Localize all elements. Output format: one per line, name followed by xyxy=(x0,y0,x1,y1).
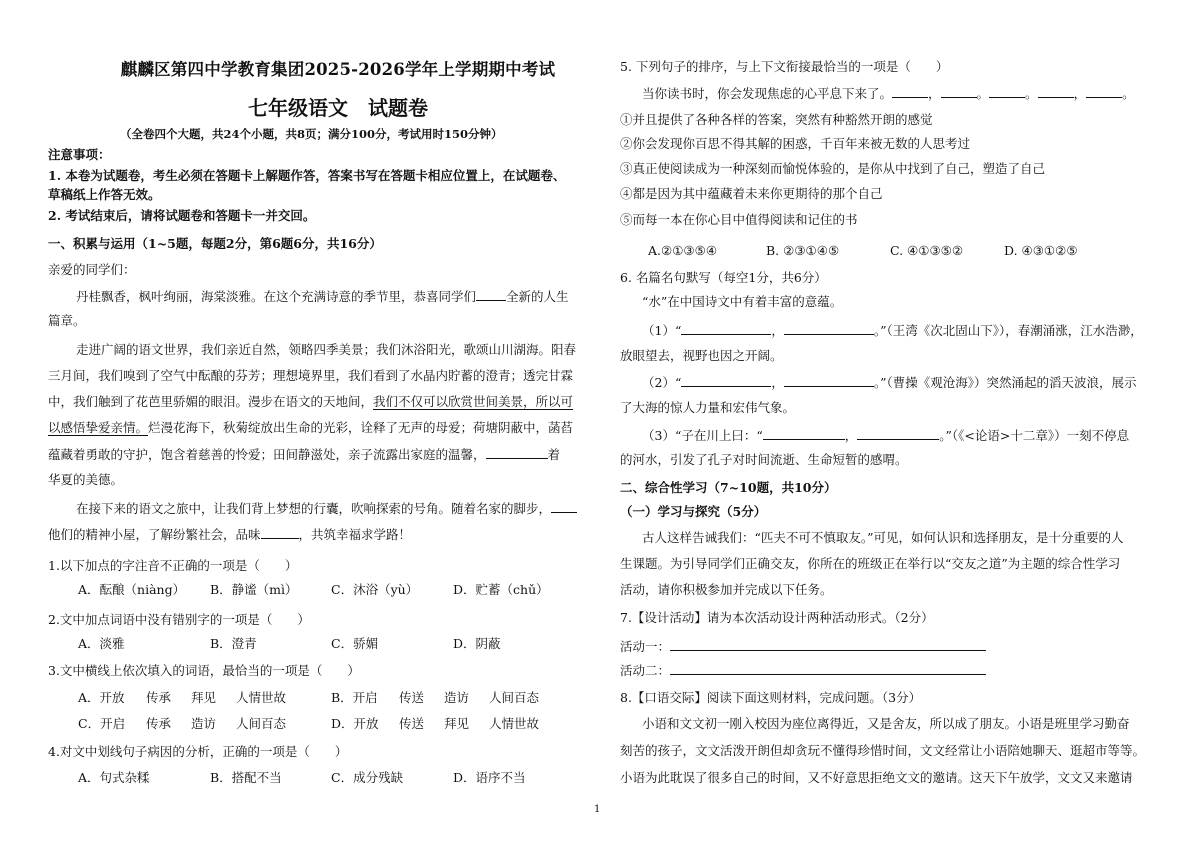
fill-blank[interactable] xyxy=(784,374,874,387)
notice-item-1: 1. 本卷为试题卷，考生必须在答题卡上解题作答，答案书写在答题卡相应位置上，在试题卷、 xyxy=(48,168,566,183)
question-8: 8.【口语交际】阅读下面这则材料，完成问题。（3分） xyxy=(620,690,922,705)
q6-item-1: （1）“ ， 。”（王湾《次北固山下》），春潮涌涨，江水浩渺， xyxy=(642,323,1143,338)
passage-text: 蕴藏着勇敢的守护，饱含着慈善的怜爱；田间静滋处，亲子流露出家庭的温馨， xyxy=(48,447,486,462)
passage-text: （2）“ xyxy=(642,375,682,390)
option-word: 人情世故 xyxy=(489,716,540,731)
fill-blank[interactable] xyxy=(681,374,771,387)
section-2-heading: 二、综合性学习（7~10题，共10分） xyxy=(620,480,837,495)
q2-option-d[interactable]: D．阴蔽 xyxy=(453,636,501,651)
q5-option-d[interactable]: D. ④③①②⑤ xyxy=(1004,243,1078,258)
q2-option-c[interactable]: C．骄媚 xyxy=(331,636,379,651)
q5-sentence-2: ②你会发现你百思不得其解的困惑，千百年来被无数的人思考过 xyxy=(620,136,971,151)
q5-sentence-3: ③真正使阅读成为一种深刻而愉悦体验的，是你从中找到了自己，塑造了自己 xyxy=(620,161,1046,176)
option-word: D．开放 xyxy=(331,716,379,731)
page-number: 1 xyxy=(594,804,601,815)
activity-2-line xyxy=(620,662,986,679)
section-1-heading: 一、积累与运用（1~5题，每题2分，第6题6分，共16分） xyxy=(48,236,382,251)
option-word: 造访 xyxy=(191,716,217,731)
passage-text: （3）“子在川上曰：“ xyxy=(642,428,763,443)
activity-label: 活动一： xyxy=(620,639,671,654)
material-line: 刻苦的孩子，文文活泼开朗但却贪玩不懂得珍惜时间，文文经常让小语陪她聊天、逛超市等等。 xyxy=(620,743,1146,758)
q6-lead: “水”在中国诗文中有着丰富的意蕴。 xyxy=(642,294,843,309)
material-line: 小语和文文初一刚入校因为座位离得近，又是舍友，所以成了朋友。小语是班里学习勤奋 xyxy=(642,716,1130,731)
activity-2-answer-line[interactable] xyxy=(670,662,986,675)
q5-lead: 当你读书时，你会发现焦虑的心平息下来了。 ， 。 。 ， 。 xyxy=(642,86,1135,101)
passage-text: 丹桂飘香，枫叶绚丽，海棠淡雅。在这个充满诗意的季节里，恭喜同学们 xyxy=(76,289,477,304)
fill-blank[interactable] xyxy=(681,322,771,335)
fill-blank xyxy=(1038,85,1074,98)
notice-item-2: 2. 考试结束后，请将试题卷和答题卡一并交回。 xyxy=(48,208,316,223)
option-word: 传承 xyxy=(146,716,172,731)
q3-option-c[interactable] xyxy=(78,716,287,732)
intro-line: 生课题。为引导同学们正确交友，你所在的班级正在举行以“交友之道”为主题的综合性学习 xyxy=(620,556,1121,571)
q4-option-b[interactable]: B．搭配不当 xyxy=(210,770,282,785)
passage-text: 烂漫花海下，秋菊绽放出生命的光彩，诠释了无声的母爱；荷塘阴蔽中，菡萏 xyxy=(148,420,574,435)
q5-sentence-4: ④都是因为其中蕴藏着未来你更期待的那个自己 xyxy=(620,186,883,201)
fill-blank xyxy=(551,500,577,513)
q3-option-b[interactable] xyxy=(331,690,540,706)
q6-item-1-cont: 放眼望去，视野也因之开阔。 xyxy=(620,348,783,363)
passage-text: ，共筑幸福求学路！ xyxy=(298,527,412,542)
fill-blank xyxy=(892,85,928,98)
q5-sentence-1: ①并且提供了各种各样的答案，突然有种豁然开朗的感觉 xyxy=(620,112,933,127)
q2-option-a[interactable]: A．淡雅 xyxy=(78,636,125,651)
fill-blank xyxy=(261,526,299,539)
passage-line: 走进广阔的语文世界，我们亲近自然，领略四季美景；我们沐浴阳光，歌颂山川湖海。阳春 xyxy=(76,342,577,357)
fill-blank xyxy=(476,288,506,301)
q4-option-c[interactable]: C．成分残缺 xyxy=(331,770,404,785)
option-word: 拜见 xyxy=(444,716,470,731)
intro-line: 活动，请你积极参加并完成以下任务。 xyxy=(620,582,833,597)
question-5: 5. 下列句子的排序，与上下文衔接最恰当的一项是（ ） xyxy=(620,59,949,74)
q1-option-a[interactable]: A．酝酿（niàng） xyxy=(78,582,186,597)
fill-blank[interactable] xyxy=(857,427,939,440)
q6-item-2-cont: 了大海的惊人力量和宏伟气象。 xyxy=(620,400,796,415)
underlined-sentence: 以感悟挚爱亲情。 xyxy=(48,420,149,435)
q5-sentence-5: ⑤而每一本在你心目中值得阅读和记住的书 xyxy=(620,212,858,227)
passage-line: 篇章。 xyxy=(48,313,86,328)
q1-option-c[interactable]: C．沐浴（yù） xyxy=(331,582,419,597)
option-word: 拜见 xyxy=(191,690,217,705)
question-6: 6. 名篇名句默写（每空1分，共6分） xyxy=(620,270,827,285)
material-line: 小语为此耽误了很多自己的时间，又不好意思拒绝文文的邀请。这天下午放学，文文又来邀请 xyxy=(620,770,1133,785)
q5-option-a[interactable]: A.②①③⑤④ xyxy=(648,243,718,258)
notice-item-1-cont: 草稿纸上作答无效。 xyxy=(48,187,161,202)
exam-title: 麒麟区第四中学教育集团2025-2026学年上学期期中考试 xyxy=(120,60,556,79)
passage-line xyxy=(48,526,411,543)
letter-greeting: 亲爱的同学们： xyxy=(48,262,136,277)
activity-1-answer-line[interactable] xyxy=(670,638,986,651)
passage-text: 全新的人生 xyxy=(506,289,569,304)
q5-option-b[interactable]: B. ②③①④⑤ xyxy=(766,243,840,258)
underlined-sentence: 我们不仅可以欣赏世间美景，所以可 xyxy=(373,394,574,409)
fill-blank xyxy=(941,85,977,98)
activity-1-line xyxy=(620,638,986,655)
passage-text: 。”（王湾《次北固山下》），春潮涌涨，江水浩渺， xyxy=(873,323,1143,338)
activity-label: 活动二： xyxy=(620,663,671,678)
passage-text: 他们的精神小屋，了解纷繁社会，品味 xyxy=(48,527,261,542)
question-1: 1.以下加点的字注音不正确的一项是（ ） xyxy=(48,558,298,573)
q2-option-b[interactable]: B．澄青 xyxy=(210,636,257,651)
q4-option-a[interactable]: A．句式杂糅 xyxy=(78,770,150,785)
option-word: 人间百态 xyxy=(489,690,540,705)
q4-option-d[interactable]: D．语序不当 xyxy=(453,770,526,785)
passage-text: 当你读书时，你会发现焦虑的心平息下来了。 xyxy=(642,86,893,101)
passage-line xyxy=(48,446,560,463)
passage-text: （1）“ xyxy=(642,323,682,338)
question-4: 4.对文中划线句子病因的分析，正确的一项是（ ） xyxy=(48,744,348,759)
option-word: 传送 xyxy=(399,690,425,705)
passage-text: 。”（《<论语>十二章》）一刻不停息 xyxy=(939,428,1130,443)
q5-option-c[interactable]: C. ④①③⑤② xyxy=(890,243,964,258)
q1-option-d[interactable]: D．贮蓄（chǔ） xyxy=(453,582,549,597)
passage-line xyxy=(76,288,569,305)
fill-blank xyxy=(486,446,548,459)
fill-blank xyxy=(1086,85,1122,98)
passage-text: 中，我们触到了花芭里骄媚的眼泪。漫步在语文的天地间， xyxy=(48,394,374,409)
option-word: 人情世故 xyxy=(236,690,287,705)
q3-option-d[interactable] xyxy=(331,716,540,732)
q1-option-b[interactable]: B．静谧（mì） xyxy=(210,582,298,597)
intro-line: 古人这样告诫我们：“匹夫不可不慎取友。”可见，如何认识和选择朋友，是十分重要的人 xyxy=(642,530,1124,545)
passage-line: 华夏的美德。 xyxy=(48,472,124,487)
fill-blank[interactable] xyxy=(763,427,845,440)
option-word: C．开启 xyxy=(78,716,126,731)
q3-option-a[interactable] xyxy=(78,690,287,706)
passage-text: 。”（曹操《观沧海》）突然涌起的滔天波浪，展示 xyxy=(873,375,1137,390)
question-2: 2.文中加点词语中没有错别字的一项是（ ） xyxy=(48,612,310,627)
notice-heading: 注意事项： xyxy=(48,147,111,162)
q6-item-2: （2）“ ， 。”（曹操《观沧海》）突然涌起的滔天波浪，展示 xyxy=(642,375,1137,390)
fill-blank[interactable] xyxy=(784,322,874,335)
question-7: 7.【设计活动】请为本次活动设计两种活动形式。（2分） xyxy=(620,610,934,625)
passage-text: 着 xyxy=(547,447,561,462)
q6-item-3: （3）“子在川上曰：“ ， 。”（《<论语>十二章》）一刻不停息 xyxy=(642,428,1130,443)
option-word: B．开启 xyxy=(331,690,378,705)
option-word: 传送 xyxy=(399,716,425,731)
fill-blank xyxy=(989,85,1025,98)
q6-item-3-cont: 的河水，引发了孔子对时间流逝、生命短暂的感喟。 xyxy=(620,452,908,467)
question-3: 3.文中横线上依次填入的词语，最恰当的一项是（ ） xyxy=(48,663,360,678)
passage-line xyxy=(48,394,573,410)
option-word: 人间百态 xyxy=(236,716,287,731)
passage-line xyxy=(48,420,573,436)
subsection-1-heading: （一）学习与探究（5分） xyxy=(620,504,767,519)
exam-info: （全卷四个大题，共24个小题，共8页；满分100分，考试用时150分钟） xyxy=(120,127,503,141)
passage-text: 在接下来的语文之旅中，让我们背上梦想的行囊，吹响探索的号角。随着名家的脚步， xyxy=(76,501,552,516)
option-word: 造访 xyxy=(444,690,470,705)
exam-subtitle: 七年级语文 试题卷 xyxy=(248,96,428,120)
passage-line: 三月间，我们嗅到了空气中酝酿的芬芳；理想境界里，我们看到了水晶内貯蓄的澄青；透完甘霖 xyxy=(48,368,574,383)
passage-line xyxy=(76,500,577,517)
option-word: 传承 xyxy=(146,690,172,705)
option-word: A．开放 xyxy=(78,690,125,705)
